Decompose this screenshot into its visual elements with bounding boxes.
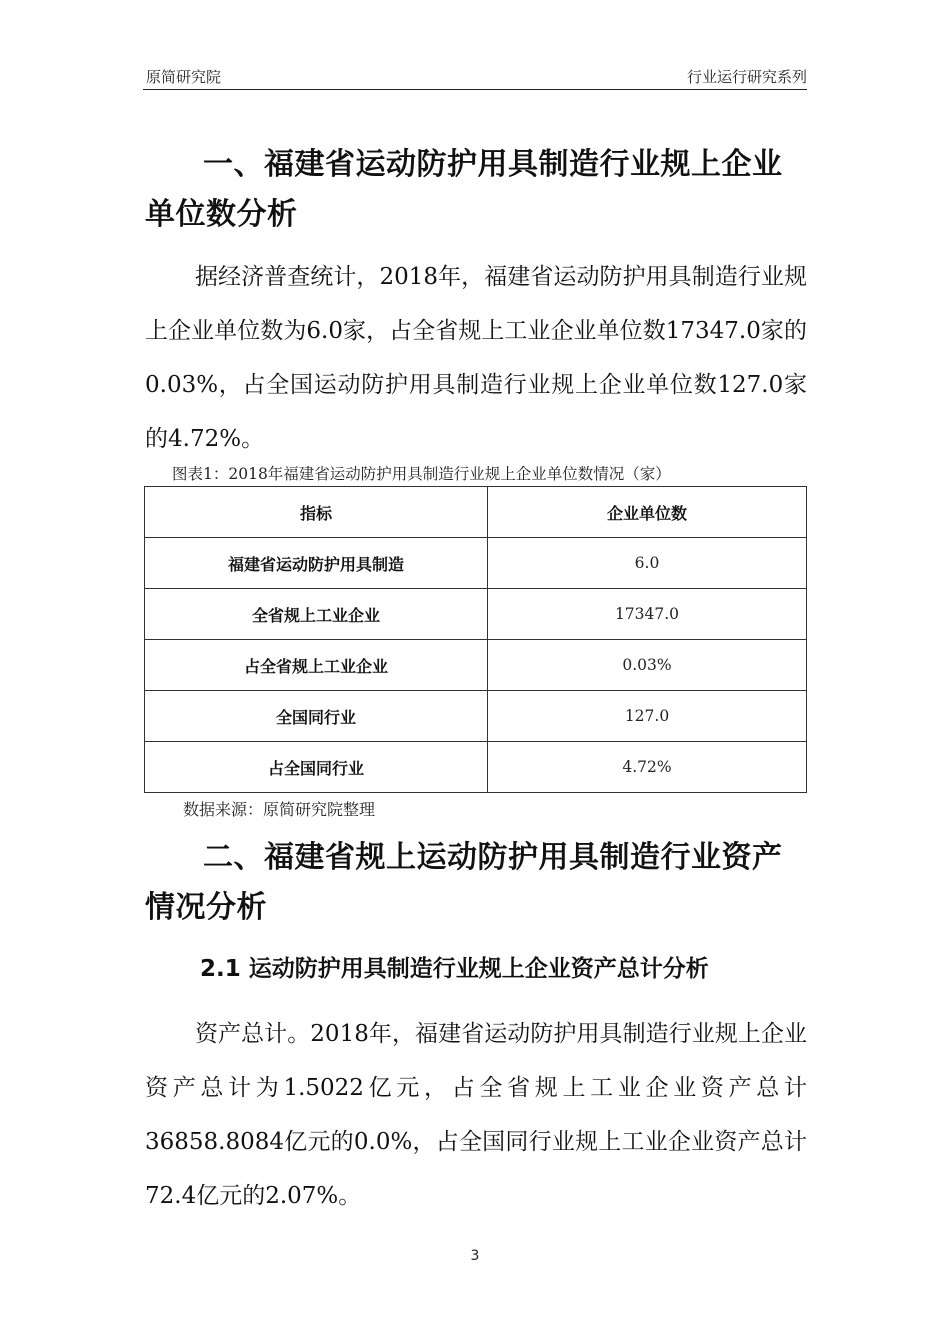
row-name: 占全国同行业 bbox=[145, 742, 488, 793]
row-value: 6.0 bbox=[488, 538, 807, 589]
section2-paragraph: 资产总计。2018年，福建省运动防护用具制造行业规上企业资产总计为1.5022亿元，占全省规上工业企业资产总计36858.8084亿元的0.0%，占全国同行业规上工业企业资产总计72.4亿元的2.07%。 bbox=[145, 1021, 807, 1209]
table-header-indicator: 指标 bbox=[145, 487, 488, 538]
row-value: 0.03% bbox=[488, 640, 807, 691]
data-table bbox=[144, 486, 807, 793]
row-name: 全国同行业 bbox=[145, 691, 488, 742]
section1-paragraph: 据经济普查统计，2018年，福建省运动防护用具制造行业规上企业单位数为6.0家，占全省规上工业企业单位数17347.0家的0.03%，占全国运动防护用具制造行业规上企业单位数127.0家的4.72%。 bbox=[145, 264, 807, 452]
table-row bbox=[145, 589, 807, 640]
page-number: 3 bbox=[470, 1248, 480, 1264]
row-value: 4.72% bbox=[488, 742, 807, 793]
table-caption: 图表1：2018年福建省运动防护用具制造行业规上企业单位数情况（家） bbox=[172, 465, 671, 483]
table-row bbox=[145, 742, 807, 793]
header-rule bbox=[143, 89, 807, 90]
row-name: 占全省规上工业企业 bbox=[145, 640, 488, 691]
row-value: 17347.0 bbox=[488, 589, 807, 640]
row-name: 全省规上工业企业 bbox=[145, 589, 488, 640]
table-header-count: 企业单位数 bbox=[488, 487, 807, 538]
header-left: 原简研究院 bbox=[146, 68, 222, 86]
section1-title: 一、福建省运动防护用具制造行业规上企业单位数分析 bbox=[145, 147, 783, 232]
table-header-row bbox=[145, 487, 807, 538]
table-source: 数据来源：原简研究院整理 bbox=[183, 800, 376, 819]
header-right: 行业运行研究系列 bbox=[686, 68, 807, 86]
row-value: 127.0 bbox=[488, 691, 807, 742]
table-row bbox=[145, 640, 807, 691]
table-row bbox=[145, 691, 807, 742]
row-name: 福建省运动防护用具制造 bbox=[145, 538, 488, 589]
table-row bbox=[145, 538, 807, 589]
section2-subtitle: 2.1 运动防护用具制造行业规上企业资产总计分析 bbox=[200, 956, 709, 982]
section2-title: 二、福建省规上运动防护用具制造行业资产情况分析 bbox=[145, 840, 783, 925]
